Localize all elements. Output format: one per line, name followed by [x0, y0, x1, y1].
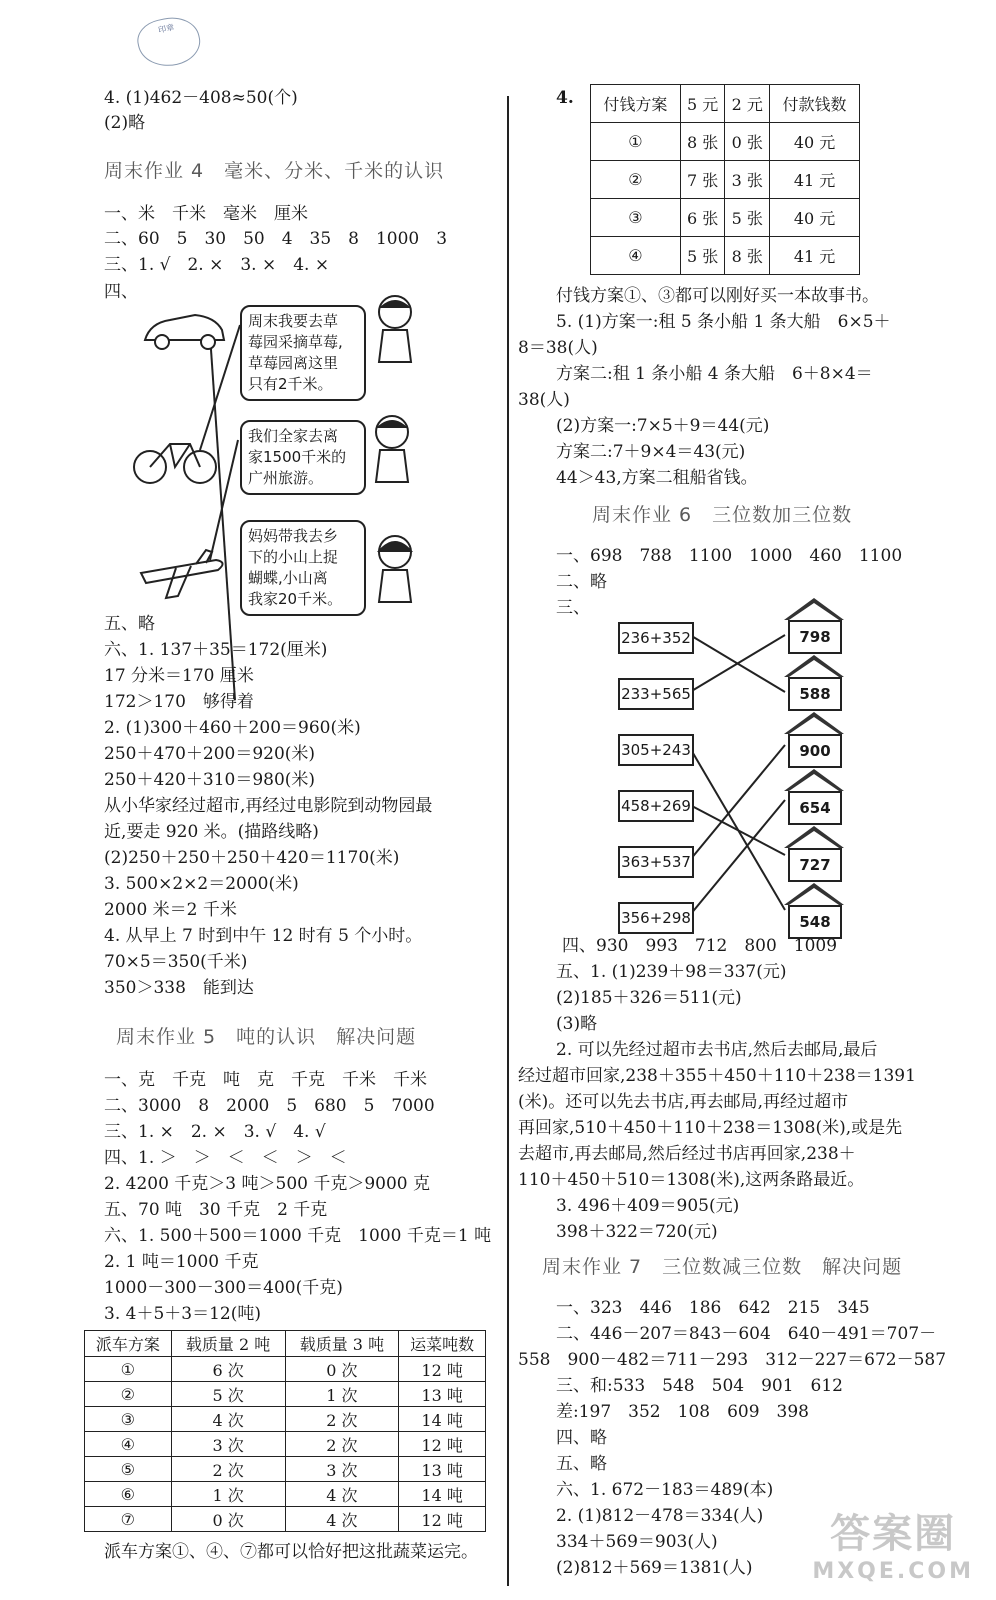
- table-row: [591, 123, 860, 161]
- girl-icon: [362, 410, 422, 490]
- table-row: [85, 1507, 486, 1532]
- section-title: 周末作业 4 毫米、分米、千米的认识: [104, 160, 445, 182]
- table-cell: 4 次: [285, 1482, 399, 1507]
- table-cell: ②: [591, 161, 681, 199]
- text-line: (2)812＋569＝1381(人): [556, 1558, 753, 1578]
- girl-icon: [365, 530, 425, 610]
- text-line: 六、1. 672－183＝489(本): [556, 1480, 774, 1500]
- text-line: (2)250＋250＋250＋420＝1170(米): [104, 848, 400, 868]
- text-line: 五、70 吨 30 千克 2 千克: [104, 1200, 328, 1220]
- table-cell: ①: [85, 1357, 172, 1382]
- text-line: 方案二:7＋9×4＝43(元): [556, 442, 746, 462]
- text-line: (2)略: [104, 113, 146, 133]
- text-line: 五、略: [556, 1454, 607, 1474]
- table-header: 载质量 2 吨: [171, 1331, 285, 1357]
- text-line: 从小华家经过超市,再经过电影院到动物园最: [104, 796, 433, 816]
- text-line: 六、1. 500＋500＝1000 千克 1000 千克＝1 吨: [104, 1226, 492, 1246]
- speech-bubble-3: 妈妈带我去乡 下的小山上捉 蝴蝶,小山离 我家20千米。: [240, 520, 366, 616]
- table-cell: 13 吨: [399, 1457, 486, 1482]
- sum-box: 233+565: [618, 678, 694, 710]
- house-answer: 798: [784, 598, 844, 652]
- table-header: 付钱方案: [591, 85, 681, 123]
- table-cell: 7 张: [680, 161, 725, 199]
- table-row: [591, 199, 860, 237]
- table-row: [85, 1432, 486, 1457]
- text-line: 派车方案①、④、⑦都可以恰好把这批蔬菜运完。: [104, 1542, 478, 1562]
- table-cell: 12 吨: [399, 1357, 486, 1382]
- column-divider: [507, 96, 509, 1586]
- table-cell: 40 元: [770, 199, 860, 237]
- table-row: [85, 1482, 486, 1507]
- table-cell: ③: [591, 199, 681, 237]
- speech-bubble-2: 我们全家去离 家1500千米的 广州旅游。: [240, 420, 366, 495]
- text-line: 二、60 5 30 50 4 35 8 1000 3: [104, 229, 448, 249]
- text-line: 44＞43,方案二租船省钱。: [556, 468, 758, 488]
- text-line: 二、略: [556, 572, 607, 592]
- text-line: 4. (1)462－408≈50(个): [104, 88, 298, 108]
- table-cell: 1 次: [171, 1482, 285, 1507]
- text-line: 二、3000 8 2000 5 680 5 7000: [104, 1096, 435, 1116]
- text-line: 六、1. 137＋35＝172(厘米): [104, 640, 328, 660]
- table-cell: 2 次: [285, 1432, 399, 1457]
- table-cell: 0 次: [285, 1357, 399, 1382]
- text-line: 5. (1)方案一:租 5 条小船 1 条大船 6×5＋: [556, 312, 891, 332]
- text-line: 3. 496＋409＝905(元): [556, 1196, 740, 1216]
- table-row: [591, 161, 860, 199]
- table-cell: ①: [591, 123, 681, 161]
- text-line: 2. 1 吨＝1000 千克: [104, 1252, 259, 1272]
- table-cell: ④: [85, 1432, 172, 1457]
- table-cell: ⑤: [85, 1457, 172, 1482]
- table-cell: 1 次: [285, 1382, 399, 1407]
- text-line: 4. 从早上 7 时到中午 12 时有 5 个小时。: [104, 926, 423, 946]
- table-row: [591, 237, 860, 275]
- table-cell: 12 吨: [399, 1507, 486, 1532]
- table-cell: 0 张: [725, 123, 770, 161]
- section-title: 周末作业 5 吨的认识 解决问题: [116, 1026, 417, 1048]
- text-line: 三、和:533 548 504 901 612: [556, 1376, 843, 1396]
- stamp: 印章: [134, 12, 205, 72]
- sum-box: 356+298: [618, 902, 694, 934]
- text-line: 70×5＝350(千米): [104, 952, 248, 972]
- text-line: 三、1. √ 2. × 3. × 4. ×: [104, 255, 330, 275]
- table-cell: ⑥: [85, 1482, 172, 1507]
- text-line: 三、1. × 2. × 3. √ 4. √: [104, 1122, 326, 1142]
- table-cell: 4 次: [171, 1407, 285, 1432]
- house-answer: 900: [784, 712, 844, 766]
- text-line: 110＋450＋510＝1308(米),这两条路最近。: [518, 1170, 865, 1190]
- airplane-icon: [136, 548, 231, 608]
- text-line: 250＋470＋200＝920(米): [104, 744, 316, 764]
- sum-box: 458+269: [618, 790, 694, 822]
- sum-box: 363+537: [618, 846, 694, 878]
- table-cell: 14 吨: [399, 1407, 486, 1432]
- table-header: 2 元: [725, 85, 770, 123]
- text-line: 1000－300－300＝400(千克): [104, 1278, 343, 1298]
- table-cell: 8 张: [680, 123, 725, 161]
- text-line: 四、略: [556, 1428, 607, 1448]
- text-line: 再回家,510＋450＋110＋238＝1308(米),或是先: [518, 1118, 903, 1138]
- table-header: 5 元: [680, 85, 725, 123]
- house-answer: 727: [784, 826, 844, 880]
- house-answer: 588: [784, 655, 844, 709]
- house-answer: 654: [784, 769, 844, 823]
- text-line: 二、446－207＝843－604 640－491＝707－: [556, 1324, 937, 1344]
- table-cell: ②: [85, 1382, 172, 1407]
- text-line: (2)185＋326＝511(元): [556, 988, 742, 1008]
- table-cell: ⑦: [85, 1507, 172, 1532]
- text-line: 经过超市回家,238＋355＋450＋110＋238＝1391: [518, 1066, 916, 1086]
- table-cell: 3 次: [171, 1432, 285, 1457]
- text-line: 一、克 千克 吨 克 千克 千米 千米: [104, 1070, 427, 1090]
- truck-table: [84, 1330, 486, 1532]
- table-cell: 3 张: [725, 161, 770, 199]
- text-line: 五、略: [104, 614, 155, 634]
- sum-box: 305+243: [618, 734, 694, 766]
- table-row: [85, 1457, 486, 1482]
- text-line: 3. 4＋5＋3＝12(吨): [104, 1304, 261, 1324]
- table-cell: 3 次: [285, 1457, 399, 1482]
- table-cell: 41 元: [770, 161, 860, 199]
- text-line: 近,要走 920 米。(描路线略): [104, 822, 319, 842]
- table-cell: 12 吨: [399, 1432, 486, 1457]
- table-row: [85, 1382, 486, 1407]
- table-cell: 5 张: [725, 199, 770, 237]
- text-line: 17 分米＝170 厘米: [104, 666, 254, 686]
- match-line: [690, 800, 785, 915]
- text-line: 2. 4200 千克＞3 吨＞500 千克＞9000 克: [104, 1174, 431, 1194]
- text-line: 一、323 446 186 642 215 345: [556, 1298, 870, 1318]
- match-line: [690, 745, 785, 860]
- table-cell: 6 次: [171, 1357, 285, 1382]
- table-row: [85, 1357, 486, 1382]
- text-line: 334＋569＝903(人): [556, 1532, 718, 1552]
- text-line: 8＝38(人): [518, 338, 598, 358]
- bicycle-icon: [130, 432, 220, 487]
- text-line: (米)。还可以先去书店,再去邮局,再经过超市: [518, 1092, 849, 1112]
- table-cell: ③: [85, 1407, 172, 1432]
- text-line: 四、1. ＞ ＞ ＜ ＜ ＞ ＜: [104, 1148, 347, 1168]
- speech-bubble-1: 周末我要去草 莓园采摘草莓, 草莓园离这里 只有2千米。: [240, 305, 366, 401]
- table-cell: 5 张: [680, 237, 725, 275]
- text-line: 2. 可以先经过超市去书店,然后去邮局,最后: [556, 1040, 878, 1060]
- section-title: 周末作业 6 三位数加三位数: [592, 504, 853, 526]
- text-line: 3. 500×2×2＝2000(米): [104, 874, 299, 894]
- table-cell: 2 次: [171, 1457, 285, 1482]
- car-icon: [140, 305, 230, 355]
- table-cell: 2 次: [285, 1407, 399, 1432]
- text-line: 四、930 993 712 800 1009: [562, 936, 838, 956]
- table-cell: 6 张: [680, 199, 725, 237]
- table-cell: 8 张: [725, 237, 770, 275]
- table-cell: 41 元: [770, 237, 860, 275]
- text-line: 38(人): [518, 390, 570, 410]
- table-cell: 14 吨: [399, 1482, 486, 1507]
- question-number: 4.: [556, 88, 574, 108]
- table-cell: 13 吨: [399, 1382, 486, 1407]
- text-line: 2. (1)300＋460＋200＝960(米): [104, 718, 361, 738]
- table-cell: 5 次: [171, 1382, 285, 1407]
- text-line: 方案二:租 1 条小船 4 条大船 6＋8×4＝: [556, 364, 873, 384]
- table-cell: 40 元: [770, 123, 860, 161]
- match-line: [690, 805, 785, 855]
- text-line: 2. (1)812－478＝334(人): [556, 1506, 764, 1526]
- table-header: 派车方案: [85, 1331, 172, 1357]
- text-line: 558 900－482＝711－293 312－227＝672－587: [518, 1350, 947, 1370]
- table-header: 载质量 3 吨: [285, 1331, 399, 1357]
- table-header: 运菜吨数: [399, 1331, 486, 1357]
- text-line: 350＞338 能到达: [104, 978, 254, 998]
- girl-icon: [365, 290, 425, 370]
- text-line: (2)方案一:7×5＋9＝44(元): [556, 416, 770, 436]
- table-header: 付款钱数: [770, 85, 860, 123]
- house-answer: 548: [784, 883, 844, 937]
- text-line: 五、1. (1)239＋98＝337(元): [556, 962, 787, 982]
- watermark: 答案圈 MXQE.COM: [812, 1511, 974, 1584]
- text-line: 一、米 千米 毫米 厘米: [104, 204, 308, 224]
- table-row: [85, 1407, 486, 1432]
- text-line: 250＋420＋310＝980(米): [104, 770, 316, 790]
- text-line: 付钱方案①、③都可以刚好买一本故事书。: [556, 286, 879, 306]
- text-line: 一、698 788 1100 1000 460 1100: [556, 546, 903, 566]
- text-line: 398＋322＝720(元): [556, 1222, 718, 1242]
- sum-box: 236+352: [618, 622, 694, 654]
- text-line: 四、: [104, 282, 138, 302]
- text-line: 差:197 352 108 609 398: [556, 1402, 809, 1422]
- table-cell: 4 次: [285, 1507, 399, 1532]
- section-title: 周末作业 7 三位数减三位数 解决问题: [542, 1256, 903, 1278]
- text-line: 去超市,再去邮局,然后经过书店再回家,238＋: [518, 1144, 856, 1164]
- text-line: 三、: [556, 598, 590, 618]
- text-line: (3)略: [556, 1014, 598, 1034]
- text-line: 2000 米＝2 千米: [104, 900, 237, 920]
- payment-table: [590, 84, 860, 275]
- text-line: 172＞170 够得着: [104, 692, 254, 712]
- table-cell: ④: [591, 237, 681, 275]
- table-cell: 0 次: [171, 1507, 285, 1532]
